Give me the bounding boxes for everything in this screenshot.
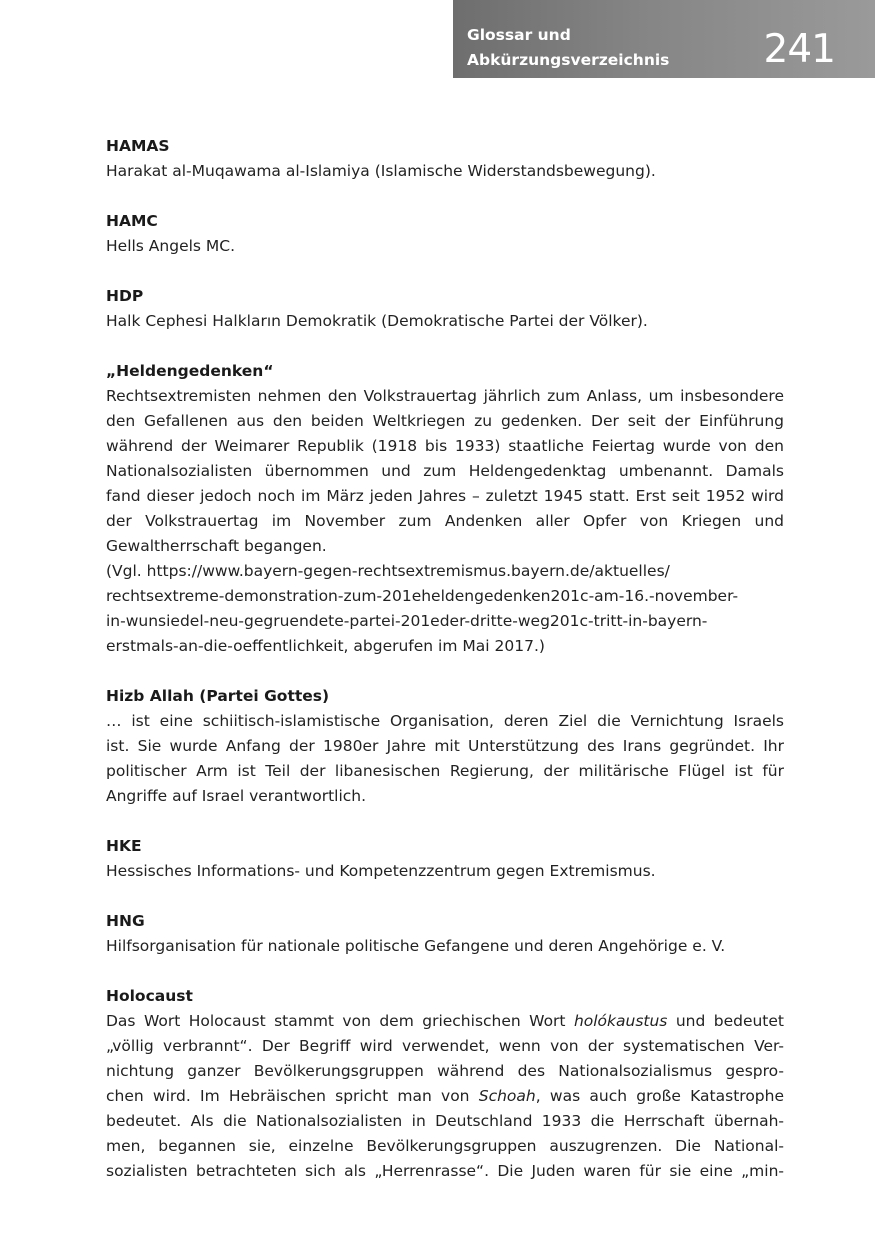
source-line: erstmals-an-die-oeffentlichkeit, abgerufen im Mai 2017.) [106, 637, 545, 655]
definition-line: Rechtsextremisten nehmen den Volkstrauertag jährlich zum Anlass, um insbesondere [106, 387, 784, 405]
definition-line: Angriffe auf Israel verantwortlich. [106, 787, 367, 805]
definition-line: Nationalsozialisten übernommen und zum Heldengedenktag umbenannt. Damals [106, 462, 784, 480]
glossary-definition: Hilfsorganisation für nationale politische Gefangene und deren Angehörige e. V. [106, 937, 726, 955]
glossary-entry-heldengedenken [106, 359, 784, 659]
definition-line: „völlig verbrannt“. Der Begriff wird verwendet, wenn von der systematischen Ver- [106, 1037, 784, 1055]
section-title-line-1: Glossar und [467, 26, 571, 44]
definition-line: den Gefallenen aus den beiden Weltkriegen zu gedenken. Der seit der Einführung [106, 412, 784, 430]
glossary-entry-hamc [106, 209, 784, 259]
section-title [467, 23, 669, 73]
text-run: , was auch große Katastrophe [535, 1087, 784, 1105]
glossary-entry-holocaust [106, 984, 784, 1184]
glossary-entry-hamas [106, 134, 784, 184]
glossary-definition [106, 1009, 784, 1184]
definition-line: men, begannen sie, einzelne Bevölkerungsgruppen auszugrenzen. Die National- [106, 1137, 784, 1155]
glossary-definition: Harakat al-Muqawama al-Islamiya (Islamische Widerstandsbewegung). [106, 162, 656, 180]
glossary-definition: Hessisches Informations- und Kompetenzzentrum gegen Extremismus. [106, 862, 656, 880]
definition-line: … ist eine schiitisch-islamistische Organisation, deren Ziel die Vernichtung Israels [106, 712, 784, 730]
italic-term: Schoah [478, 1087, 536, 1105]
definition-line: nichtung ganzer Bevölkerungsgruppen während des Nationalsozialismus gespro- [106, 1062, 784, 1080]
glossary-definition [106, 384, 784, 559]
source-line: rechtsextreme-demonstration-zum-201eheldengedenken201c-am-16.-november- [106, 587, 739, 605]
source-line: (Vgl. https://www.bayern-gegen-rechtsextremismus.bayern.de/aktuelles/ [106, 562, 670, 580]
definition-line: während der Weimarer Republik (1918 bis 1933) staatliche Feiertag wurde von den [106, 437, 784, 455]
definition-line [106, 1084, 784, 1109]
glossary-term: HDP [106, 287, 144, 305]
glossary-entry-hng [106, 909, 784, 959]
definition-line: ist. Sie wurde Anfang der 1980er Jahre mit Unterstützung des Irans gegründet. Ihr [106, 737, 784, 755]
glossary-content [106, 134, 784, 1209]
glossary-term: HNG [106, 912, 145, 930]
page-header [453, 0, 875, 78]
glossary-entry-hke [106, 834, 784, 884]
source-line: in-wunsiedel-neu-gegruendete-partei-201eder-dritte-weg201c-tritt-in-bayern- [106, 612, 708, 630]
definition-line: der Volkstrauertag im November zum Andenken aller Opfer von Kriegen und [106, 512, 784, 530]
definition-line: bedeutet. Als die Nationalsozialisten in Deutschland 1933 die Herrschaft übernah- [106, 1112, 784, 1130]
definition-line [106, 1009, 784, 1034]
section-title-line-2: Abkürzungsverzeichnis [467, 51, 670, 69]
glossary-term: Holocaust [106, 987, 193, 1005]
text-run: und bedeutet [667, 1012, 784, 1030]
glossary-term: HAMAS [106, 137, 170, 155]
glossary-definition: Hells Angels MC. [106, 237, 236, 255]
glossary-definition [106, 709, 784, 809]
italic-term: holókaustus [573, 1012, 668, 1030]
text-run: chen wird. Im Hebräischen spricht man von [106, 1087, 479, 1105]
definition-line: sozialisten betrachteten sich als „Herrenrasse“. Die Juden waren für sie eine „min- [106, 1162, 784, 1180]
definition-line: Gewaltherrschaft begangen. [106, 537, 327, 555]
text-run: Das Wort Holocaust stammt von dem griechischen Wort [106, 1012, 574, 1030]
glossary-entry-hizb-allah [106, 684, 784, 809]
glossary-term: HKE [106, 837, 142, 855]
definition-line: politischer Arm ist Teil der libanesischen Regierung, der militärische Flügel ist für [106, 762, 784, 780]
glossary-entry-hdp [106, 284, 784, 334]
glossary-term: HAMC [106, 212, 158, 230]
glossary-term: Hizb Allah (Partei Gottes) [106, 687, 330, 705]
definition-line: fand dieser jedoch noch im März jeden Jahres – zuletzt 1945 statt. Erst seit 1952 wird [106, 487, 784, 505]
page-number: 241 [763, 27, 835, 72]
glossary-term: „Heldengedenken“ [106, 362, 274, 380]
glossary-definition: Halk Cephesi Halkların Demokratik (Demokratische Partei der Völker). [106, 312, 648, 330]
source-reference [106, 559, 784, 659]
